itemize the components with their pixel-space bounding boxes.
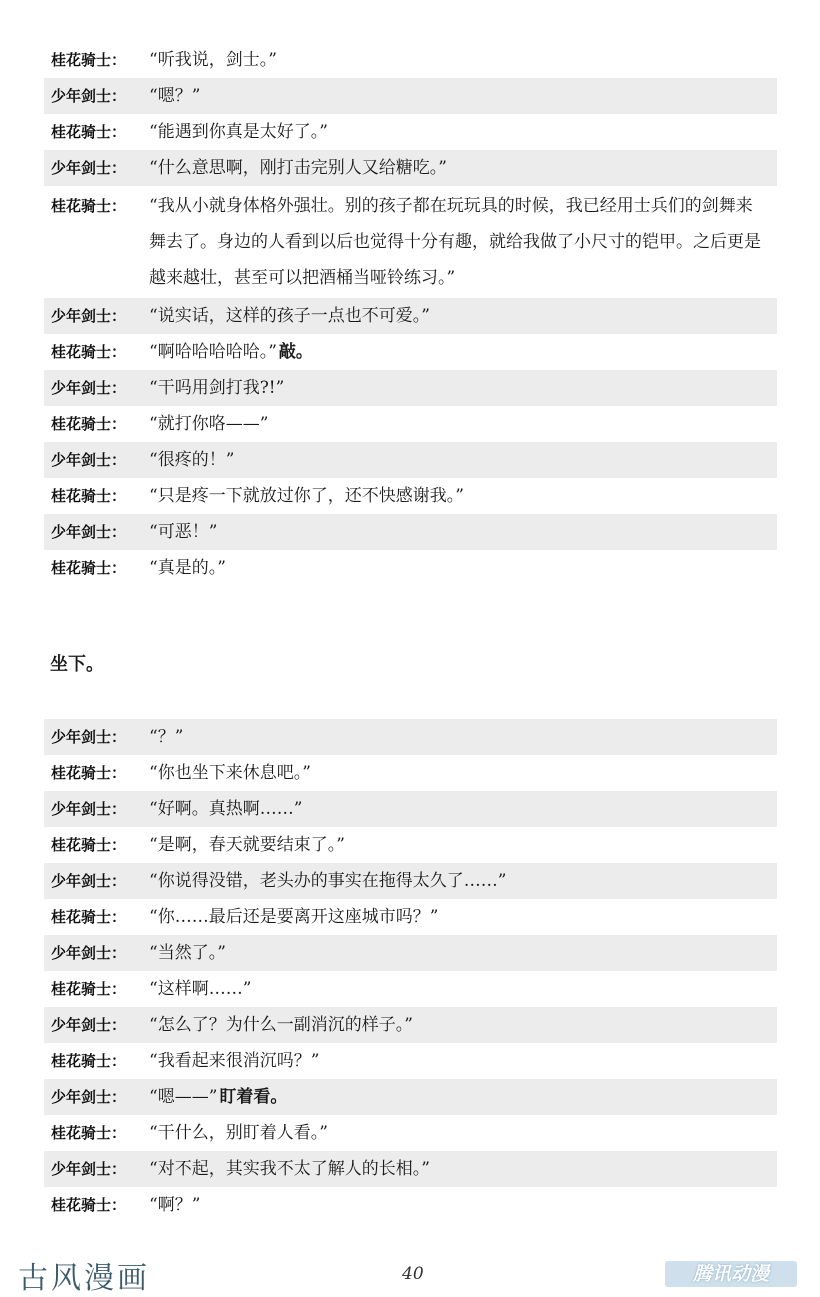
page-number: 40: [402, 1264, 424, 1284]
speaker-label: 桂花骑士：: [51, 51, 127, 69]
speaker-label: 少年剑士：: [51, 944, 127, 962]
dialogue-row: [44, 1151, 777, 1187]
speech-text: “啊哈哈哈哈哈。”: [149, 342, 277, 362]
dialogue-row: [44, 863, 777, 899]
speech-text: “你说得没错，老头办的事实在拖得太久了……”: [149, 871, 507, 891]
watermark-right: 腾讯动漫: [665, 1261, 797, 1287]
speech-text: “？”: [149, 727, 184, 747]
speech-text: “是啊，春天就要结束了。”: [149, 835, 345, 855]
speaker-label: 少年剑士：: [51, 1088, 127, 1106]
dialogue-row: [44, 298, 777, 334]
dialogue-row: [44, 550, 777, 586]
speech-text: “我看起来很消沉吗？”: [149, 1051, 320, 1071]
dialogue-row: [44, 406, 777, 442]
dialogue-row: [44, 186, 777, 298]
speaker-label: 少年剑士：: [51, 307, 127, 325]
speaker-label: 桂花骑士：: [51, 487, 127, 505]
dialogue-row: [44, 78, 777, 114]
speech-text: “干吗用剑打我?!”: [149, 378, 285, 398]
speaker-label: 少年剑士：: [51, 87, 127, 105]
watermark-left: 古风漫画: [18, 1261, 150, 1296]
speaker-label: 少年剑士：: [51, 1160, 127, 1178]
dialogue-row: [44, 719, 777, 755]
speech-text: “就打你咯——”: [149, 414, 269, 434]
dialogue-row: [44, 899, 777, 935]
speech-text: “好啊。真热啊……”: [149, 799, 303, 819]
speaker-label: 少年剑士：: [51, 800, 127, 818]
speaker-label: 桂花骑士：: [51, 1052, 127, 1070]
dialogue-row: [44, 827, 777, 863]
speech-text: “能遇到你真是太好了。”: [149, 122, 328, 142]
speech-text: “嗯？”: [149, 86, 201, 106]
dialogue-row: [44, 1115, 777, 1151]
dialogue-row: [44, 334, 777, 370]
speaker-label: 少年剑士：: [51, 728, 127, 746]
dialogue-row: [44, 1043, 777, 1079]
action-text: 盯着看。: [219, 1087, 288, 1107]
speech-with-action: [149, 342, 777, 363]
speaker-label: 少年剑士：: [51, 872, 127, 890]
speech-text: “啊？”: [149, 1195, 201, 1215]
speaker-label: 少年剑士：: [51, 379, 127, 397]
dialogue-row: [44, 150, 777, 186]
dialogue-row: [44, 971, 777, 1007]
speech-text: “真是的。”: [149, 558, 226, 578]
dialogue-row: [44, 514, 777, 550]
speech-text: “听我说，剑士。”: [149, 50, 277, 70]
dialogue-row: [44, 1079, 777, 1115]
speech-text: “说实话，这样的孩子一点也不可爱。”: [149, 306, 430, 326]
speech-text: “怎么了？为什么一副消沉的样子。”: [149, 1015, 413, 1035]
speech-text: “可恶！”: [149, 522, 218, 542]
speech-text: “你也坐下来休息吧。”: [149, 763, 311, 783]
speaker-label: 桂花骑士：: [51, 197, 127, 215]
dialogue-row: [44, 791, 777, 827]
speaker-label: 桂花骑士：: [51, 1196, 127, 1214]
speech-text: “什么意思啊，刚打击完别人又给糖吃。”: [149, 158, 447, 178]
dialogue-row: [44, 755, 777, 791]
dialogue-row: [44, 370, 777, 406]
stage-direction: 坐下。: [50, 654, 104, 675]
speaker-label: 少年剑士：: [51, 523, 127, 541]
dialogue-row: [44, 478, 777, 514]
dialogue-row: [44, 114, 777, 150]
speaker-label: 桂花骑士：: [51, 559, 127, 577]
speaker-label: 桂花骑士：: [51, 343, 127, 361]
dialogue-row: [44, 442, 777, 478]
speech-text: “对不起，其实我不太了解人的长相。”: [149, 1159, 430, 1179]
speech-with-action: [149, 1087, 777, 1108]
speaker-label: 桂花骑士：: [51, 836, 127, 854]
speech-text: “只是疼一下就放过你了，还不快感谢我。”: [149, 486, 464, 506]
speaker-label: 桂花骑士：: [51, 764, 127, 782]
speaker-label: 少年剑士：: [51, 451, 127, 469]
speaker-label: 桂花骑士：: [51, 415, 127, 433]
speaker-label: 桂花骑士：: [51, 908, 127, 926]
speaker-label: 少年剑士：: [51, 159, 127, 177]
dialogue-row: [44, 935, 777, 971]
speech-text: “很疼的！”: [149, 450, 235, 470]
dialogue-block-1: [44, 42, 777, 586]
speaker-label: 桂花骑士：: [51, 123, 127, 141]
dialogue-block-2: [44, 719, 777, 1223]
dialogue-row: [44, 42, 777, 78]
dialogue-row: [44, 1187, 777, 1223]
speaker-label: 少年剑士：: [51, 1016, 127, 1034]
speech-text: “这样啊……”: [149, 979, 252, 999]
speech-text: “干什么，别盯着人看。”: [149, 1123, 328, 1143]
speech-text: “当然了。”: [149, 943, 226, 963]
action-text: 敲。: [278, 342, 313, 362]
dialogue-row: [44, 1007, 777, 1043]
speech-text: “我从小就身体格外强壮。别的孩子都在玩玩具的时候，我已经用士兵们的剑舞来舞去了。身边的人看到以后也觉得十分有趣，就给我做了小尺寸的铠甲。之后更是越来越壮，甚至可以把酒桶当哑铃练习。”: [149, 196, 761, 288]
speaker-label: 桂花骑士：: [51, 1124, 127, 1142]
speech-text: “嗯——”: [149, 1087, 218, 1107]
speaker-label: 桂花骑士：: [51, 980, 127, 998]
speech-text: “你……最后还是要离开这座城市吗？”: [149, 907, 439, 927]
